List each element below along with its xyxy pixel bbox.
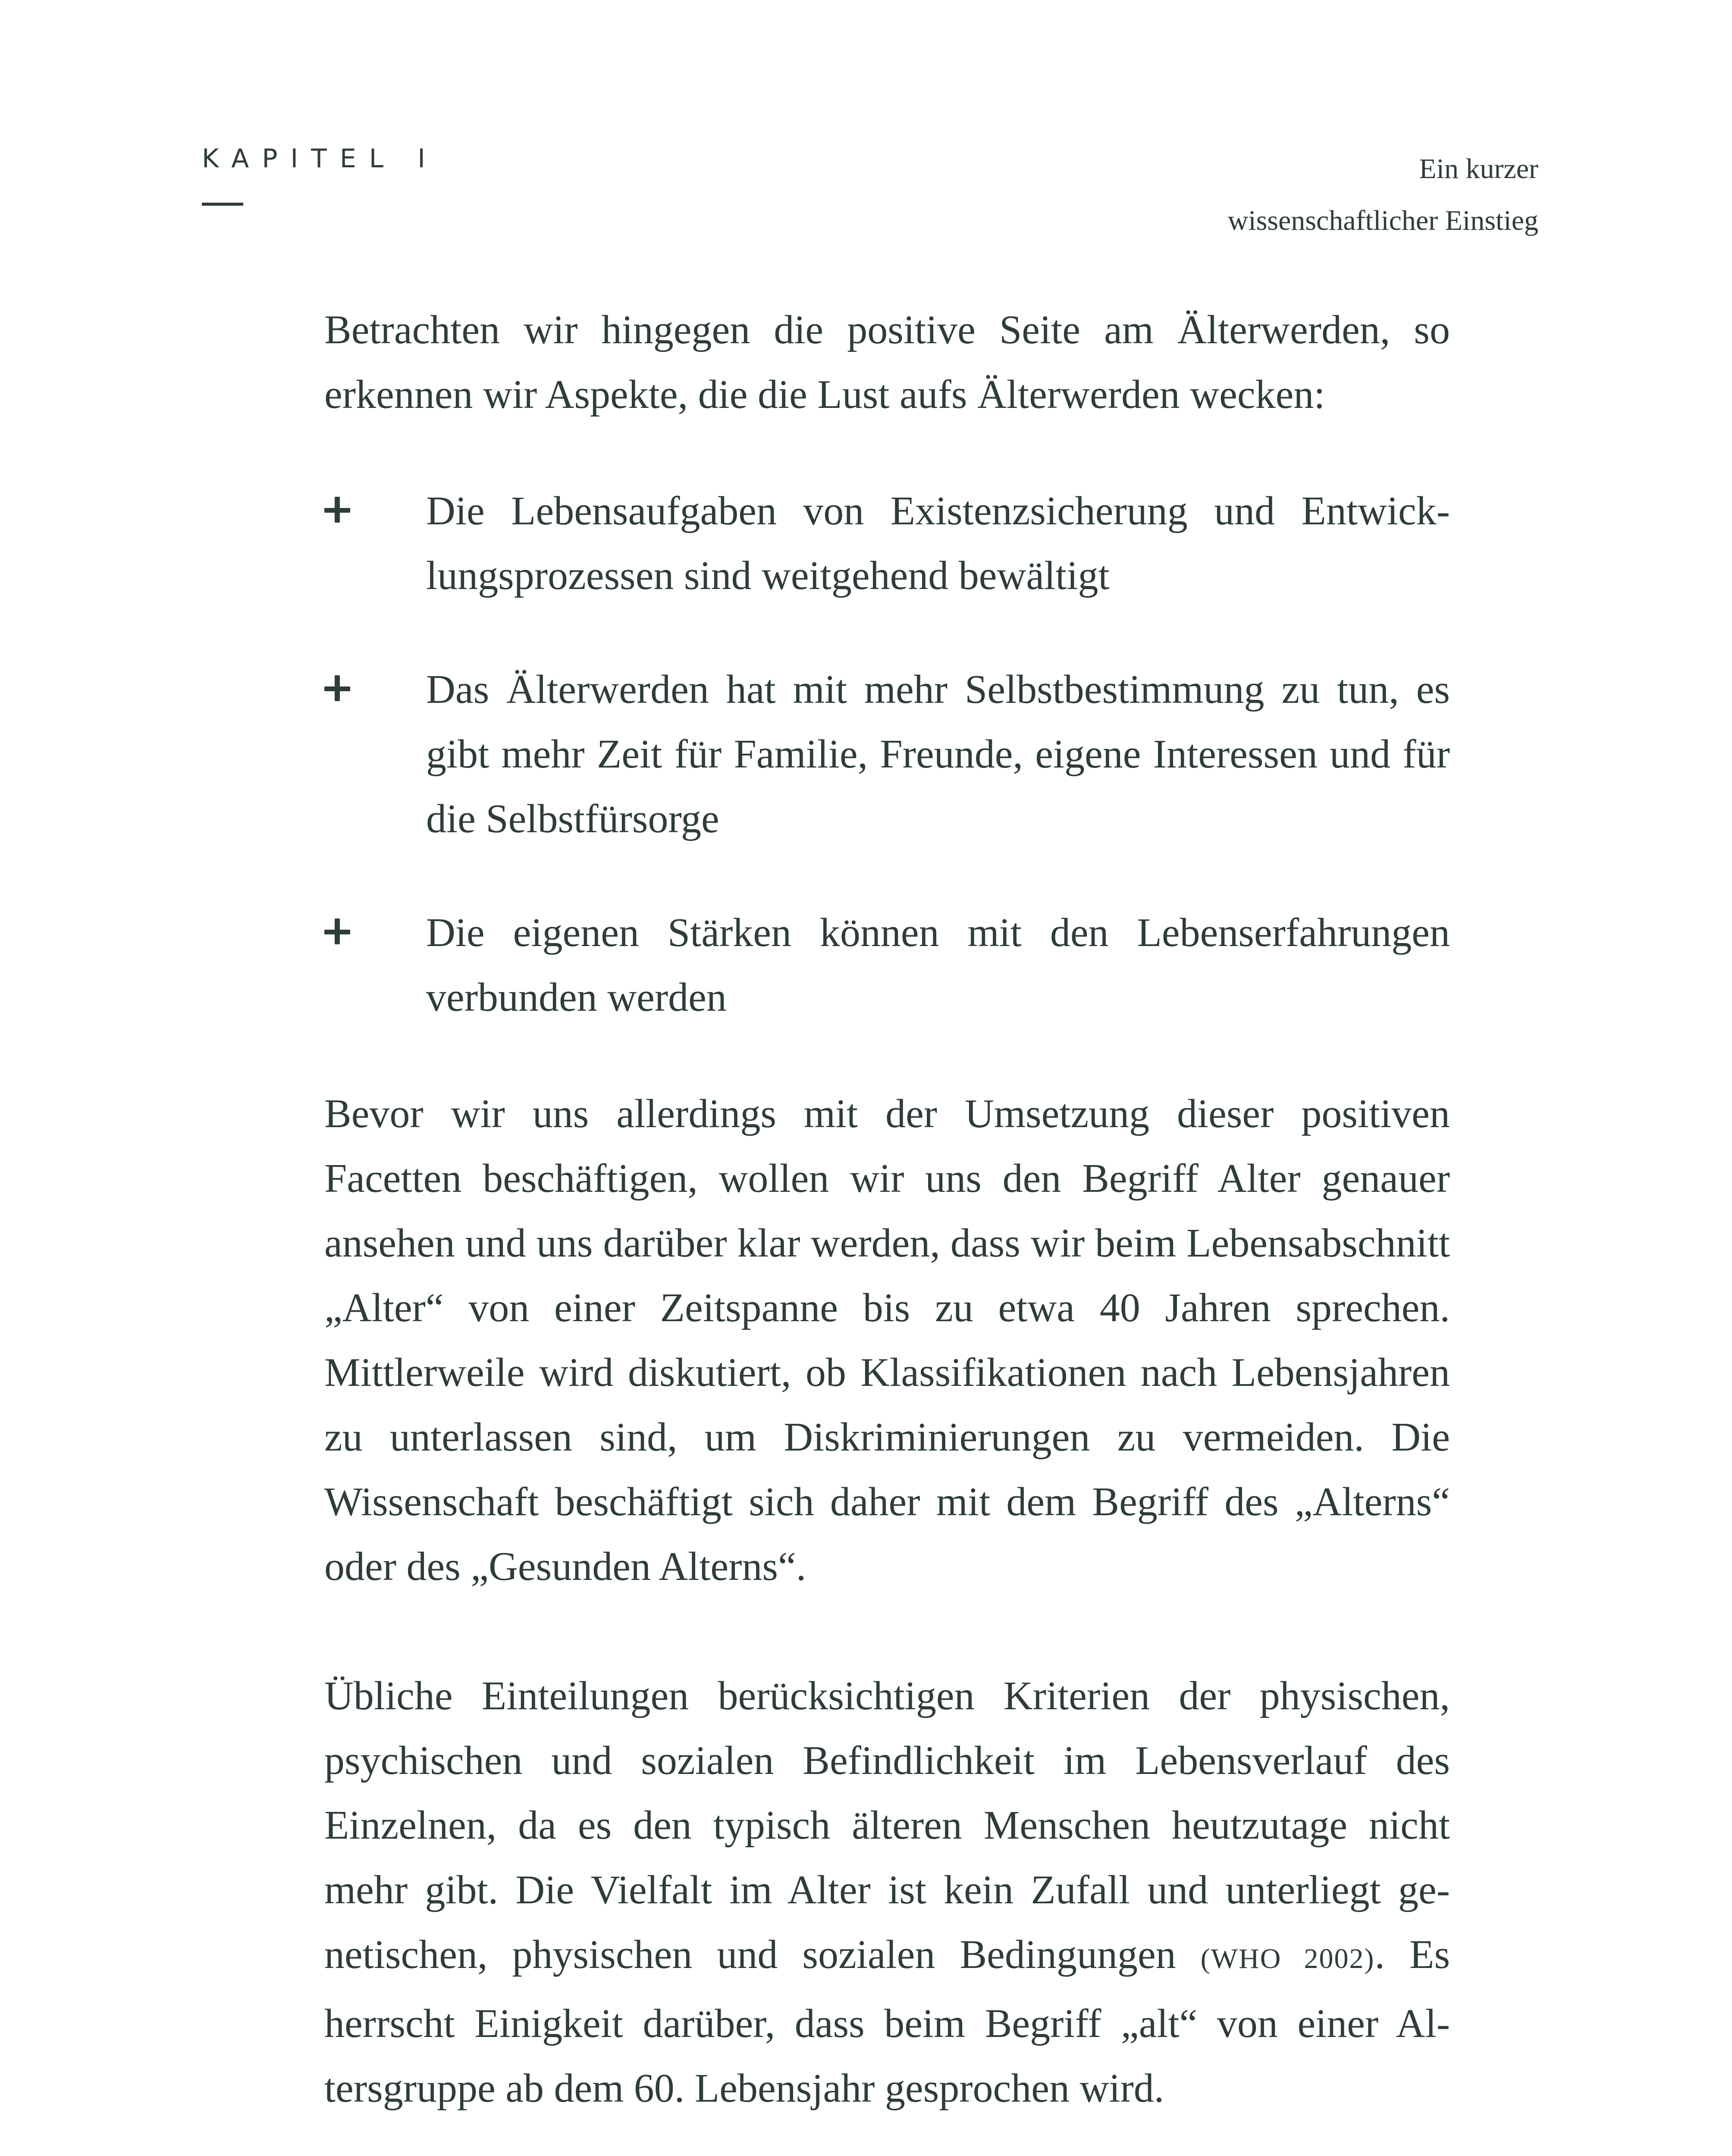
list-item	[324, 479, 1450, 608]
list-item-text: Die eigenen Stärken können mit den Lebenserfahrungen verbunden werden	[426, 910, 1450, 1020]
citation: (WHO 2002)	[1200, 1943, 1375, 1974]
classification-text-end: . Es herrscht Einigkeit darüber, dass beim Begriff „alt“ von einer Altersgruppe ab dem 60. Lebensjahr gesprochen wird.	[324, 1932, 1450, 2111]
benefits-list	[324, 479, 1450, 1030]
classification-text: Übliche Einteilungen berücksichtigen Kriterien der physischen, psychischen und sozialen Befindlichkeit im Lebensverlauf des Einzelnen, da es den typisch älteren Menschen heutzutage nicht mehr gibt. Die Vielfalt im Alter ist kein Zufall und unterliegt genetischen, physischen und sozialen Bedingungen	[324, 1673, 1450, 1977]
intro-paragraph: Betrachten wir hingegen die positive Seite am Älterwerden, so erkennen wir Aspekte, die die Lust aufs Älterwerden wecken:	[324, 307, 1450, 417]
main-text	[324, 298, 1450, 2121]
running-title	[1228, 143, 1538, 247]
list-item-text: Die Lebensaufgaben von Existenzsicherung und Entwicklungsprozessen sind weitgehend bewältigt	[426, 489, 1450, 598]
running-title-line-2: wissenschaftlicher Einstieg	[1227, 205, 1538, 236]
age-definition-paragraph: Bevor wir uns allerdings mit der Umsetzung dieser positiven Facetten beschäftigen, wollen wir uns den Begriff Alter genauer ansehen und uns darüber klar werden, dass wir beim Lebensabschnitt „Alter“ von einer Zeitspanne bis zu etwa 40 Jahren sprechen. Mittlerweile wird diskutiert, ob Klassifikationen nach Lebensjahren zu unterlassen sind, um Diskriminierungen zu vermeiden. Die Wissenschaft beschäftigt sich daher mit dem Begriff des „Alterns“ oder des „Gesunden Alterns“.	[324, 1091, 1450, 1589]
plus-icon	[324, 497, 350, 523]
classification-paragraph	[324, 1664, 1450, 2121]
chapter-rule	[202, 203, 243, 206]
list-item	[324, 900, 1450, 1030]
list-item-text: Das Älterwerden hat mit mehr Selbstbestimmung zu tun, es gibt mehr Zeit für Familie, Freunde, eigene Interessen und für die Selbstfürsorge	[426, 667, 1450, 841]
plus-icon	[324, 675, 350, 701]
running-title-line-1: Ein kurzer	[1419, 153, 1538, 185]
plus-icon	[324, 918, 350, 944]
list-item	[324, 657, 1450, 851]
chapter-label: KAPITEL I	[202, 144, 438, 174]
